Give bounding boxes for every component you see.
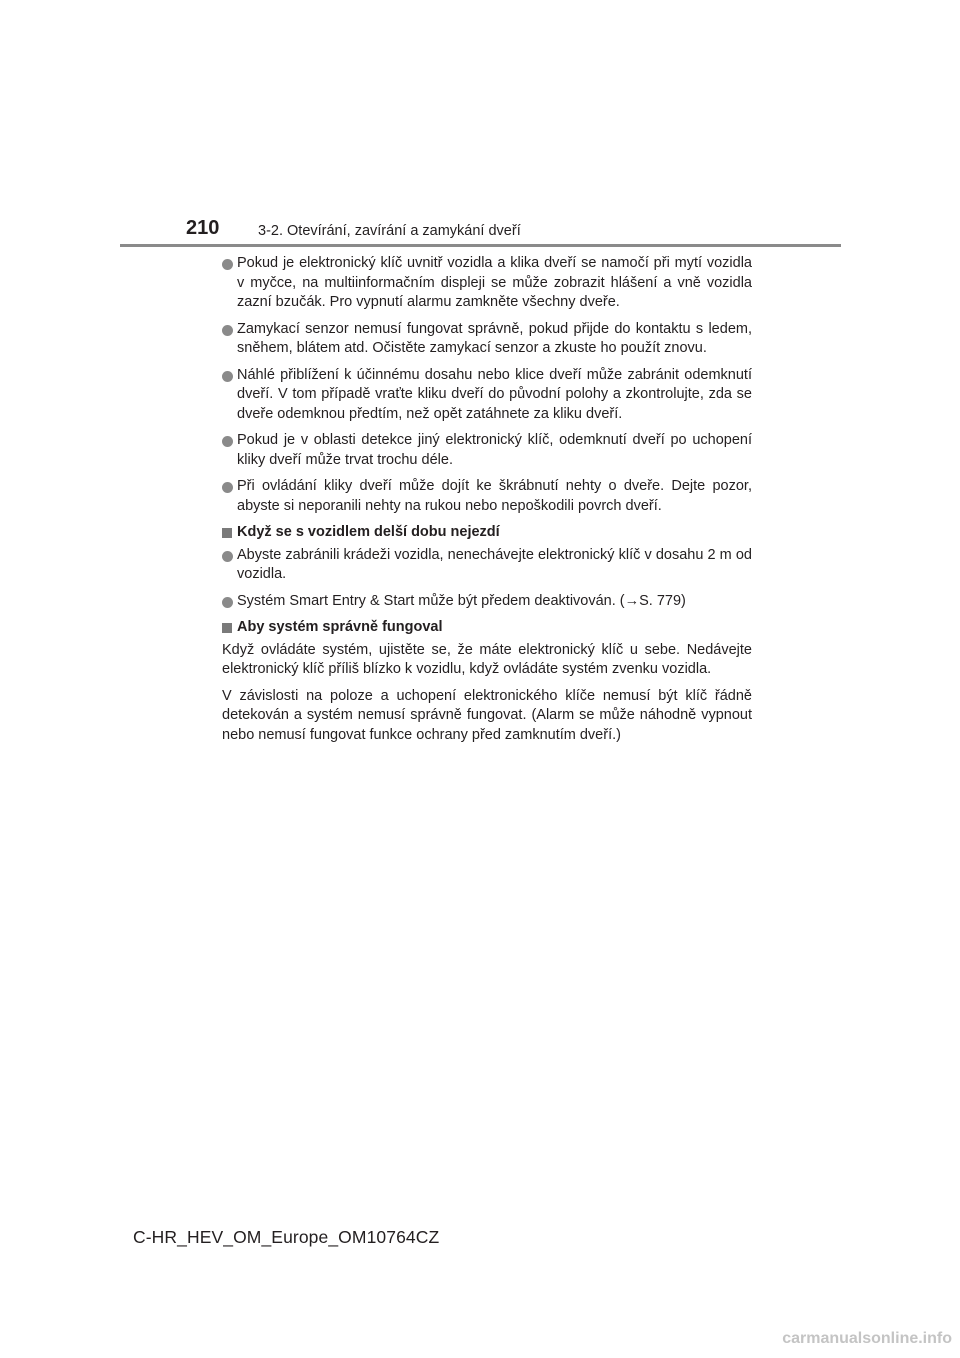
bullet-item bbox=[222, 320, 752, 359]
watermark: carmanualsonline.info bbox=[782, 1330, 952, 1347]
bullet-item bbox=[222, 431, 752, 470]
bullet-item bbox=[222, 546, 752, 585]
section-title: 3-2. Otevírání, zavírání a zamykání dveří bbox=[258, 223, 521, 239]
bullet-text: Pokud je elektronický klíč uvnitř vozidla a klika dveří se namočí při mytí vozidla v myčce, na multiinformačním displeji se může zobrazit hlášení a vně vozidla zazní bzučák. Pro vypnutí alarmu zamkněte všechny dveře. bbox=[237, 255, 752, 310]
bullet-item bbox=[222, 366, 752, 425]
square-bullet-icon bbox=[222, 623, 232, 633]
bullet-item bbox=[222, 477, 752, 516]
bullet-item bbox=[222, 592, 752, 612]
bullet-dot-icon bbox=[222, 551, 233, 562]
paragraph: Když ovládáte systém, ujistěte se, že máte elektronický klíč u sebe. Nedávejte elektronický klíč příliš blízko k vozidlu, když ovládáte systém zvenku vozidla. bbox=[222, 641, 752, 677]
bullet-text: Systém Smart Entry & Start může být předem deaktivován. (→S. 779) bbox=[237, 592, 686, 609]
page-content bbox=[222, 254, 752, 752]
section-heading bbox=[222, 618, 752, 638]
square-bullet-icon bbox=[222, 528, 232, 538]
section-heading-text: Když se s vozidlem delší dobu nejezdí bbox=[237, 524, 500, 540]
bullet-item bbox=[222, 254, 752, 313]
bullet-text: Při ovládání kliky dveří může dojít ke škrábnutí nehty o dveře. Dejte pozor, abyste si neporanili nehty na rukou nebo nepoškodili povrch dveří. bbox=[237, 478, 752, 514]
page-number: 210 bbox=[186, 217, 220, 239]
bullet-dot-icon bbox=[222, 259, 233, 270]
section-heading-text: Aby systém správně fungoval bbox=[237, 619, 443, 635]
bullet-dot-icon bbox=[222, 436, 233, 447]
footer-doc-id: C-HR_HEV_OM_Europe_OM10764CZ bbox=[133, 1227, 440, 1247]
section-heading bbox=[222, 523, 752, 543]
bullet-text: Zamykací senzor nemusí fungovat správně, pokud přijde do kontaktu s ledem, sněhem, blátem atd. Očistěte zamykací senzor a zkuste ho použít znovu. bbox=[237, 320, 752, 356]
bullet-dot-icon bbox=[222, 325, 233, 336]
paragraph: V závislosti na poloze a uchopení elektronického klíče nemusí být klíč řádně detekován a systém nemusí správně fungovat. (Alarm se může náhodně vypnout nebo nemusí fungovat funkce ochrany před zamknutím dveří.) bbox=[222, 687, 752, 743]
bullet-text: Abyste zabránili krádeži vozidla, nenechávejte elektronický klíč v dosahu 2 m od vozidla. bbox=[237, 546, 752, 582]
header-rule bbox=[120, 244, 841, 247]
bullet-text: Pokud je v oblasti detekce jiný elektronický klíč, odemknutí dveří po uchopení kliky dveří může trvat trochu déle. bbox=[237, 432, 752, 468]
bullet-dot-icon bbox=[222, 597, 233, 608]
bullet-text: Náhlé přiblížení k účinnému dosahu nebo klice dveří může zabránit odemknutí dveří. V tom případě vraťte kliku dveří do původní polohy a zkontrolujte, zda se dveře odemknou předtím, než opět zatáhnete za kliku dveří. bbox=[237, 366, 752, 422]
bullet-dot-icon bbox=[222, 371, 233, 382]
bullet-dot-icon bbox=[222, 482, 233, 493]
